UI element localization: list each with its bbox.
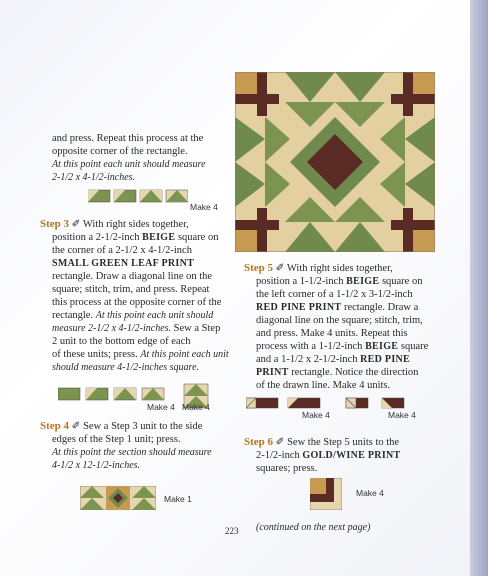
step-5-text: Step 5 ✐ With right sides together, position a 1-1/2-inch BEIGE square on the left corner of a 1-1/2 x 3-1/2-inch RED PINE PRINT rectangle. Draw a diagonal line on the square; stitch, trim, and press. Make 4 units. Repeat this process with a 1-1/2-inch BEIGE square and a 1-1/2 x 2-1/2-inch RED PINE PRINT rectangle. Notice the direction of the drawn line. Make 4 units. <box>244 262 429 391</box>
quilt-block-image <box>235 72 435 252</box>
make-4-label: Make 4 <box>302 410 330 420</box>
step-4-text: Step 4 ✐ Sew a Step 3 unit to the side edges of the Step 1 unit; press. At this point the section should measure 4-1/2 x 12-1/2-inches. <box>40 420 212 471</box>
step-6-text: Step 6 ✐ Sew the Step 5 units to the 2-1/2-inch GOLD/WINE PRINT squares; press. <box>244 436 401 474</box>
continued-note: (continued on the next page) <box>256 522 371 533</box>
check-icon: ✐ <box>275 437 285 448</box>
make-4-label: Make 4 <box>147 402 175 412</box>
step-6-diagram <box>310 478 342 510</box>
make-1-label: Make 1 <box>164 494 192 504</box>
check-icon: ✐ <box>275 263 285 274</box>
check-icon: ✐ <box>71 421 81 432</box>
intro-text: and press. Repeat this process at the opposite corner of the rectangle. At this point each unit should measure 2-1/2 x 4-1/2-inches. <box>52 133 206 183</box>
step-3-text: Step 3 ✐ With right sides together, position a 2-1/2-inch BEIGE square on the corner of a 2-1/2 x 4-1/2-inch SMALL GREEN LEAF PRINT rectangle. Draw a diagonal line on the square; stitch, trim, and press. Repeat this process at the opposite corner of the rectangle. At this point each unit should measure 2-1/2 x 4-1/2-inches. Sew a Step 2 unit to the bottom edge of each of these units; press. At this point each unit should measure 4-1/2-inches square. <box>40 218 229 373</box>
page-edge <box>470 0 488 576</box>
intro-units-diagram <box>88 188 188 204</box>
check-icon: ✐ <box>71 219 81 230</box>
make-4-label: Make 4 <box>182 402 210 412</box>
make-4-label: Make 4 <box>190 202 218 212</box>
make-4-label: Make 4 <box>388 410 416 420</box>
make-4-label: Make 4 <box>356 488 384 498</box>
page-number: 223 <box>225 526 239 536</box>
step-5-diagram <box>246 394 416 410</box>
step-4-diagram <box>80 486 156 510</box>
